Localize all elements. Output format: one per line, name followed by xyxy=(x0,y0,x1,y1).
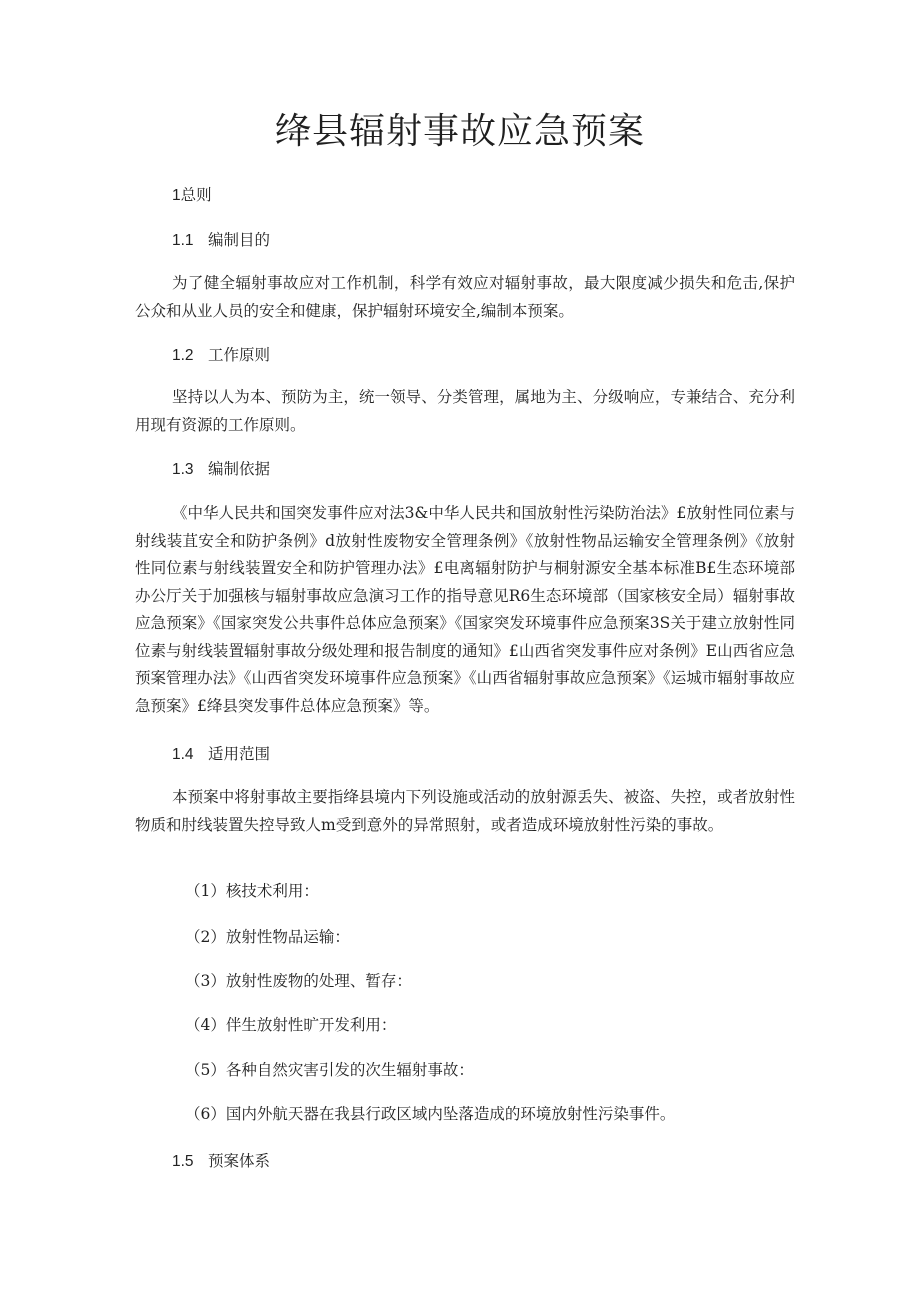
section-label: 预案体系 xyxy=(208,1152,271,1170)
paragraph-scope: 本预案中将射事故主要指绛县境内下列设施或活动的放射源丢失、被盗、失控，或者放射性物质和肘线装置失控导致人m受到意外的异常照射，或者造成环境放射性污染的事故。 xyxy=(135,788,795,834)
section-label: 编制目的 xyxy=(208,231,271,249)
section-heading-1-2 xyxy=(172,344,270,367)
section-heading-1-1 xyxy=(172,229,270,252)
section-number: 1.1 xyxy=(172,232,194,249)
section-heading-1-4 xyxy=(172,743,270,766)
paragraph-basis: 《中华人民共和国突发事件应对法3&中华人民共和国放射性污染防治法》£放射性同位素与射线装苴安全和防护条例》d放射性废物安全管理条例》《放射性物品运输安全管理条例》《放射性同位素与射线装置安全和防护管理办法》£电离辐射防护与桐射源安全基本标准B£生态环境部办公厅关于加强核与辐射事故应急演习工作的指导意见R6生态环境部（国家核安全局）辐射事故应急预案》《国家突发公共事件总体应急预案》《国家突发环境事件应急预案3S关于建立放射性同位素与射线装置辐射事故分级处理和报告制度的通知》£山西省突发事件应对条例》E山西省应急预案管理办法》《山西省突发环境事件应急预案》《山西省辐射事故应急预案》《运城市辐射事故应急预案》£绛县突发事件总体应急预案》等。 xyxy=(135,504,795,715)
section-label: 工作原则 xyxy=(208,346,271,364)
paragraph-purpose: 为了健全辐射事故应对工作机制，科学有效应对辐射事故，最大限度减少损失和危击,保护公众和从业人员的安全和健康，保护辐射环境安全,编制本预案。 xyxy=(135,274,795,320)
list-item: （1）核技术利用： xyxy=(185,882,319,900)
section-heading-1 xyxy=(172,184,212,207)
list-item: （3）放射性废物的处理、暂存： xyxy=(185,972,412,990)
section-number: 1 xyxy=(172,187,181,204)
section-number: 1.4 xyxy=(172,746,194,763)
list-item: （2）放射性物品运输： xyxy=(185,928,350,946)
section-label: 总则 xyxy=(180,186,212,204)
section-heading-1-5 xyxy=(172,1150,270,1173)
list-item: （6）国内外航天器在我县行政区域内坠落造成的环境放射性污染事件。 xyxy=(185,1105,676,1123)
list-item: （5）各种自然灾害引发的次生辐射事故： xyxy=(185,1061,474,1079)
document-title: 绛县辐射事故应急预案 xyxy=(274,111,645,152)
section-label: 适用范围 xyxy=(208,745,271,763)
section-number: 1.2 xyxy=(172,347,194,364)
list-item: （4）伴生放射性旷开发利用： xyxy=(185,1016,397,1034)
section-number: 1.3 xyxy=(172,461,194,478)
section-number: 1.5 xyxy=(172,1153,194,1170)
paragraph-principles: 坚持以人为本、预防为主，统一领导、分类管理，属地为主、分级响应，专兼结合、充分利用现有资源的工作原则。 xyxy=(135,388,795,434)
section-heading-1-3 xyxy=(172,458,270,481)
section-label: 编制依据 xyxy=(208,460,271,478)
